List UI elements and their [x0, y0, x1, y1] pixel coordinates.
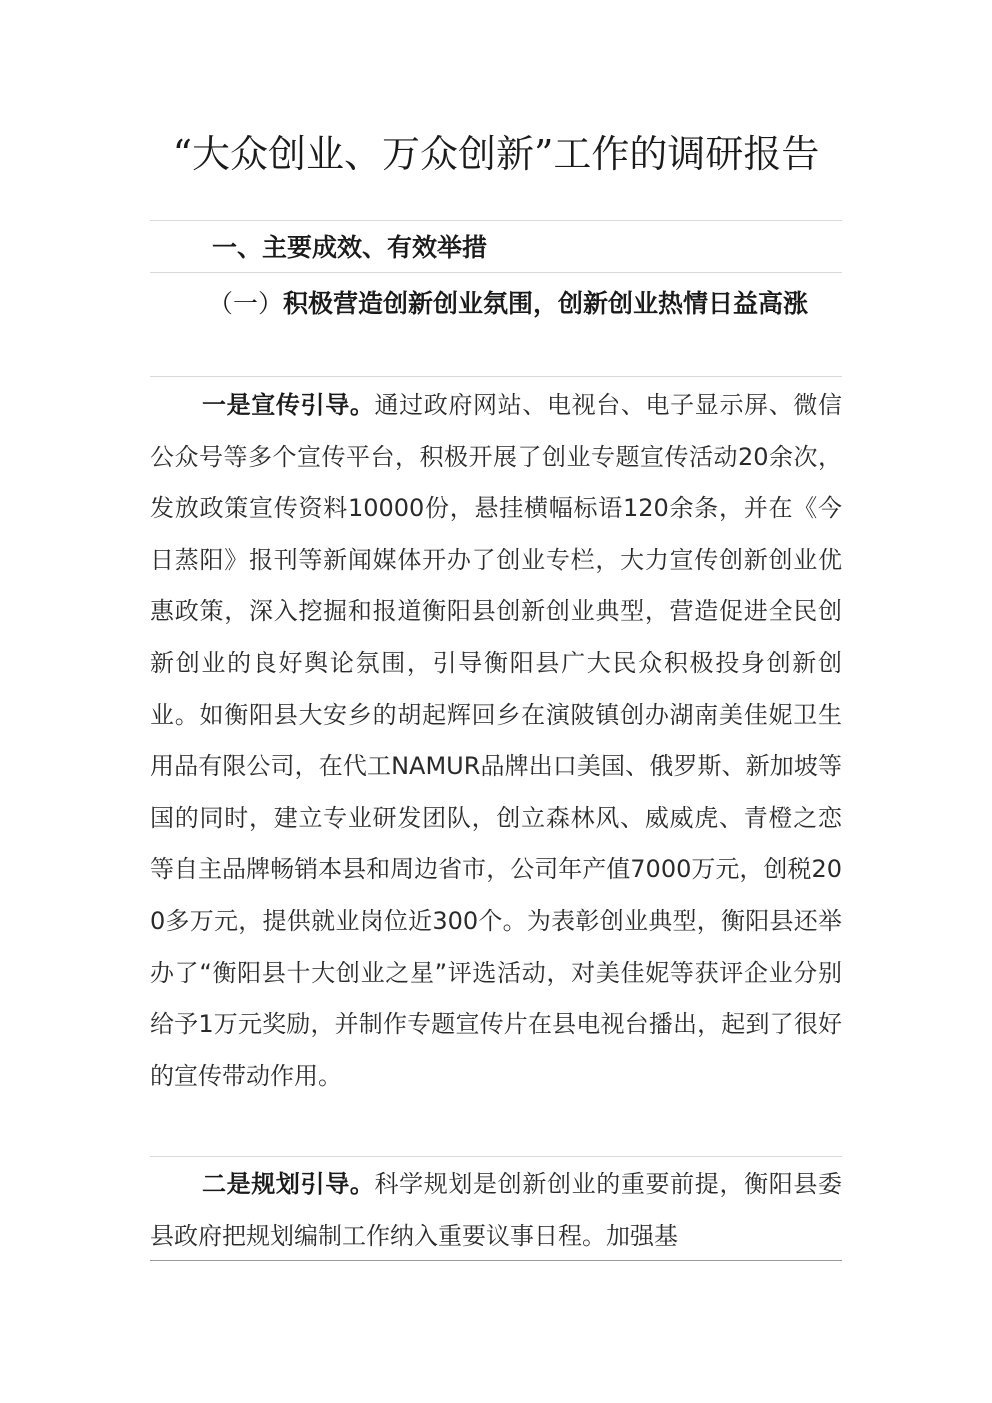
subsection-heading [150, 278, 842, 330]
subsection-text: 积极营造创新创业氛围，创新创业热情日益高涨 [283, 289, 809, 318]
section-heading: 一、主要成效、有效举措 [212, 233, 488, 262]
paragraph-body: 通过政府网站、电视台、电子显示屏、微信公众号等多个宣传平台，积极开展了创业专题宣传活动20余次，发放政策宣传资料10000份，悬挂横幅标语120余条，并在《今日蒸阳》报刊等新闻媒体开办了创业专栏，大力宣传创新创业优惠政策，深入挖掘和报道衡阳县创新创业典型，营造促进全民创新创业的良好舆论氛围，引导衡阳县广大民众积极投身创新创业。如衡阳县大安乡的胡起辉回乡在演陂镇创办湖南美佳妮卫生用品有限公司，在代工NAMUR品牌出口美国、俄罗斯、新加坡等国的同时，建立专业研发团队，创立森林风、威威虎、青橙之恋等自主品牌畅销本县和周边省市，公司年产值7000万元，创税200多万元，提供就业岗位近300个。为表彰创业典型，衡阳县还举办了“衡阳县十大创业之星”评选活动，对美佳妮等获评企业分别给予1万元奖励，并制作专题宣传片在县电视台播出，起到了很好的宣传带动作用。 [150, 391, 843, 1090]
paragraph-planning-guidance [150, 1159, 842, 1262]
paragraph-lead: 二是规划引导。 [202, 1170, 375, 1198]
divider [150, 220, 842, 221]
subsection-number: （一） [208, 289, 284, 318]
divider [150, 272, 842, 273]
divider [150, 1156, 842, 1157]
paragraph-lead: 一是宣传引导。 [202, 391, 375, 419]
divider [150, 376, 842, 377]
paragraph-publicity-guidance [150, 380, 842, 1102]
paragraph-body: 科学规划是创新创业的重要前提，衡阳县委县政府把规划编制工作纳入重要议事日程。加强基 [150, 1170, 843, 1250]
document-title: “大众创业、万众创新”工作的调研报告 [172, 132, 820, 176]
divider [150, 1260, 842, 1261]
